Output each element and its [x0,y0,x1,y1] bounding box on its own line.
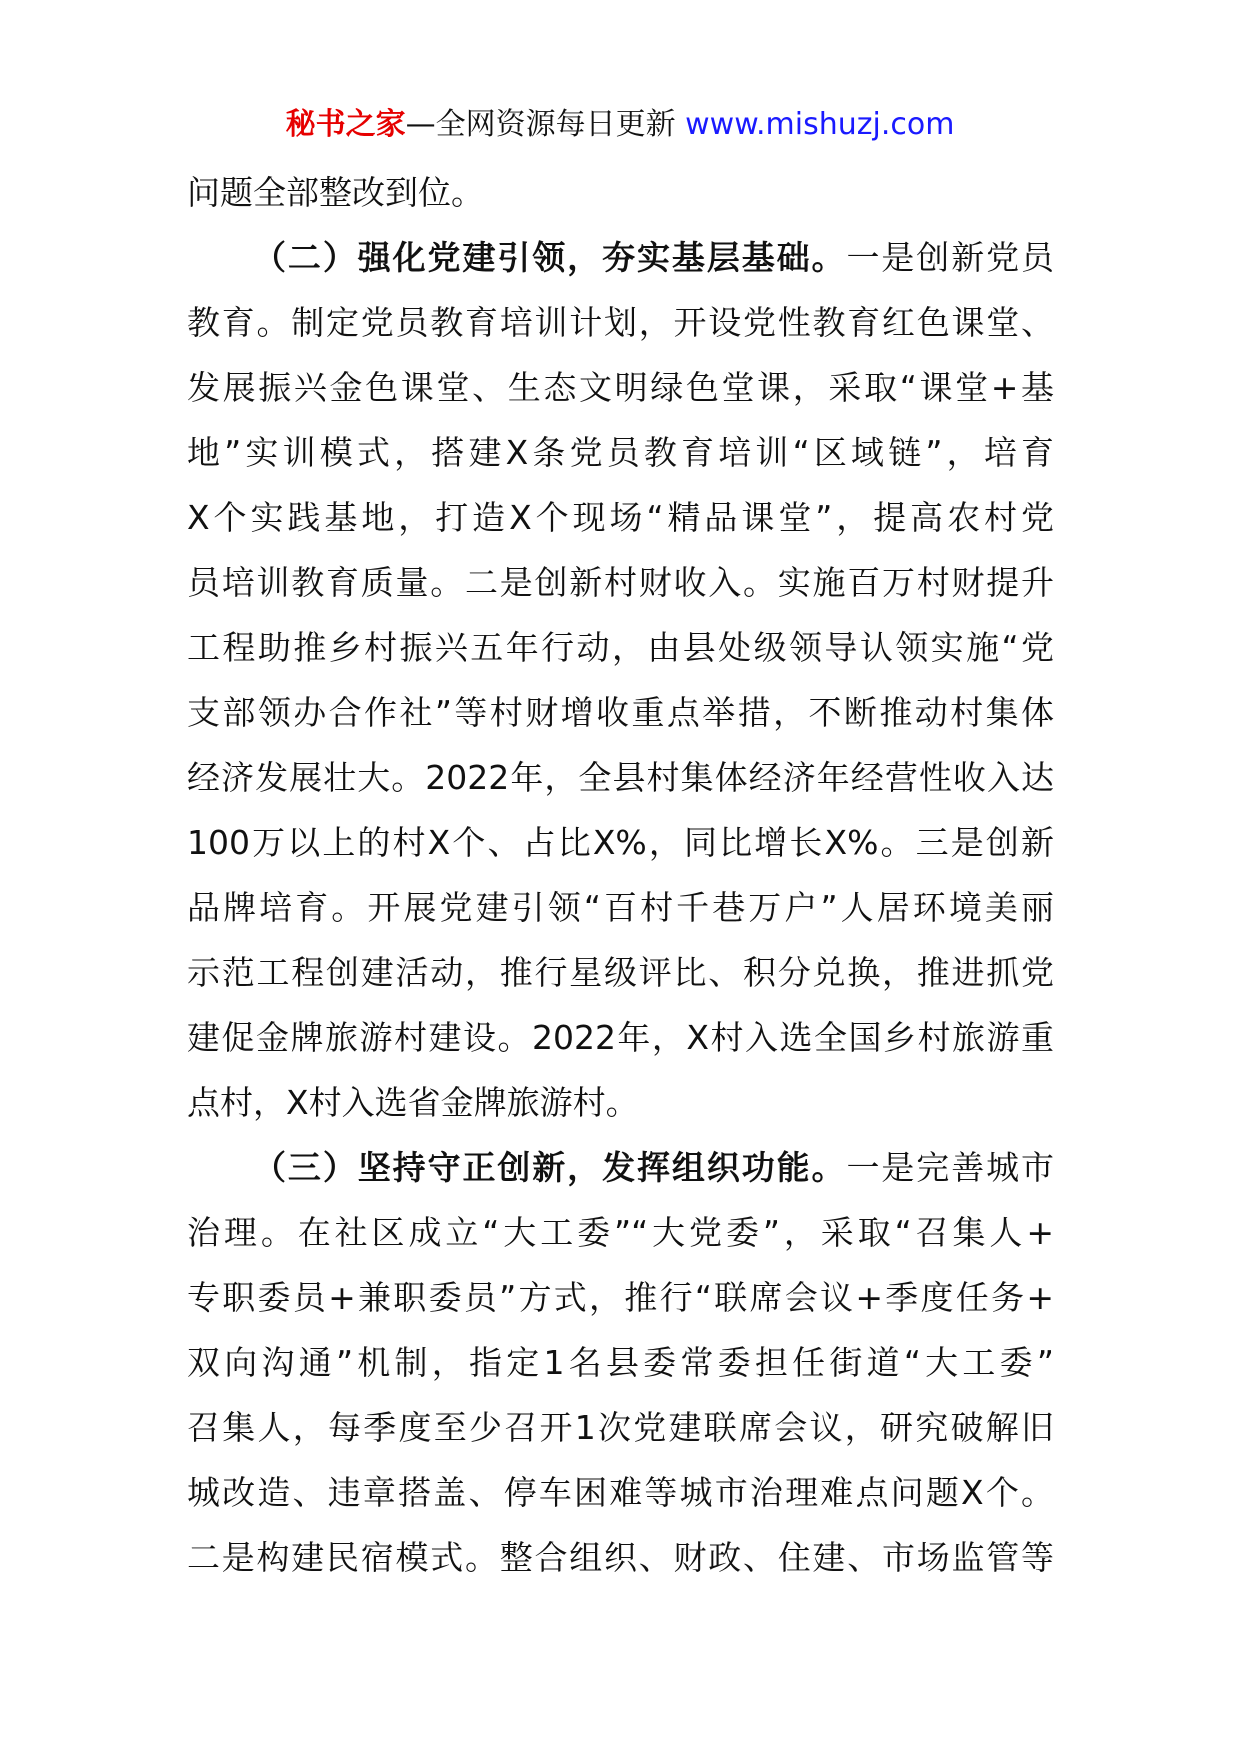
document-body [187,160,1054,1590]
section-lead-text: 一是完善城市 [846,1148,1055,1187]
site-banner [0,100,1240,150]
section-heading: （二）强化党建引领，夯实基层基础。 [253,238,847,277]
text-line: 点村，X村入选省金牌旅游村。 [187,1083,639,1122]
site-url-link[interactable]: www.mishuzj.com [685,107,955,142]
text-line: 专职委员+兼职委员”方式，推行“联席会议+季度任务+ [187,1278,1054,1317]
text-line: 建促金牌旅游村建设。2022年，X村入选全国乡村旅游重 [187,1018,1054,1057]
text-line: 经济发展壮大。2022年，全县村集体经济年经营性收入达 [187,758,1054,797]
text-line: 品牌培育。开展党建引领“百村千巷万户”人居环境美丽 [187,888,1054,927]
text-line: 问题全部整改到位。 [187,173,484,212]
section-heading-line [187,1135,1054,1200]
text-line: 教育。制定党员教育培训计划，开设党性教育红色课堂、 [187,303,1054,342]
text-line: X个实践基地，打造X个现场“精品课堂”，提高农村党 [187,498,1054,537]
text-line: 治理。在社区成立“大工委”“大党委”，采取“召集人+ [187,1213,1054,1252]
text-line: 支部领办合作社”等村财增收重点举措，不断推动村集体 [187,693,1054,732]
text-line: 双向沟通”机制，指定1名县委常委担任街道“大工委” [187,1343,1054,1382]
text-line: 地”实训模式，搭建X条党员教育培训“区域链”，培育 [187,433,1054,472]
section-heading: （三）坚持守正创新，发挥组织功能。 [253,1148,847,1187]
text-line: 二是构建民宿模式。整合组织、财政、住建、市场监管等 [187,1538,1054,1577]
section-heading-line [187,225,1054,290]
text-line: 工程助推乡村振兴五年行动，由县处级领导认领实施“党 [187,628,1054,667]
text-line: 100万以上的村X个、占比X%，同比增长X%。三是创新 [187,823,1054,862]
text-line: 示范工程创建活动，推行星级评比、积分兑换，推进抓党 [187,953,1054,992]
text-line: 员培训教育质量。二是创新村财收入。实施百万村财提升 [187,563,1054,602]
text-line: 召集人，每季度至少召开1次党建联席会议，研究破解旧 [187,1408,1054,1447]
text-line: 城改造、违章搭盖、停车困难等城市治理难点问题X个。 [187,1473,1054,1512]
text-line: 发展振兴金色课堂、生态文明绿色堂课，采取“课堂+基 [187,368,1054,407]
banner-slogan: —全网资源每日更新 [405,107,676,142]
brand-name: 秘书之家 [285,107,406,142]
section-lead-text: 一是创新党员 [846,238,1055,277]
